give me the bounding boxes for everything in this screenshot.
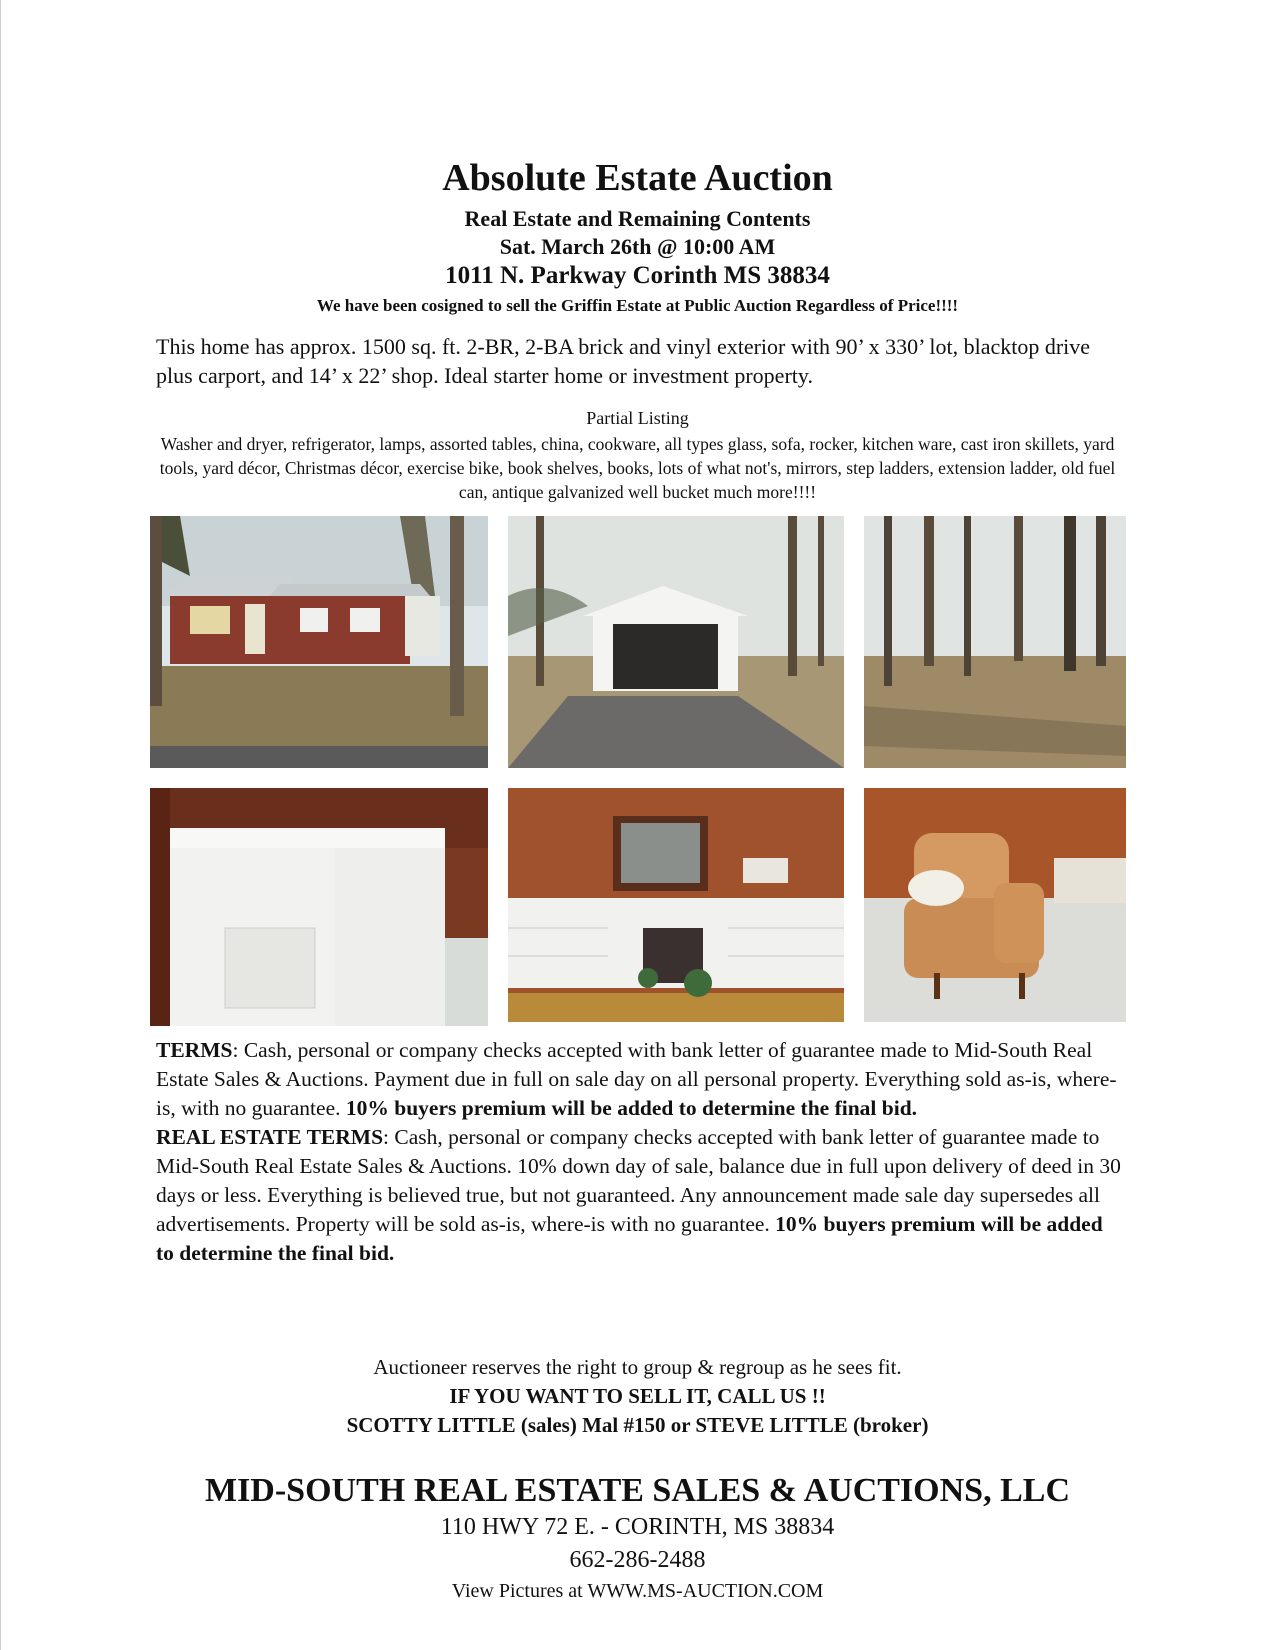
- property-address: 1011 N. Parkway Corinth MS 38834: [445, 262, 830, 289]
- house-photo: [150, 516, 488, 768]
- company-phone: 662-286-2488: [569, 1547, 706, 1573]
- property-description: This home has approx. 1500 sq. ft. 2-BR, 2-BA brick and vinyl exterior with 90’ x 330’ lot, blacktop drive plus carport, and 14’ x 22’ shop. Ideal starter home or investment property.: [156, 334, 1091, 388]
- terms-label: TERMS: [156, 1038, 233, 1062]
- personal-property-terms: [156, 1036, 1124, 1123]
- partial-listing-title: Partial Listing: [586, 408, 689, 428]
- real-estate-terms: [156, 1123, 1124, 1268]
- auction-date-time: Sat. March 26th @ 10:00 AM: [499, 234, 776, 259]
- cosign-line: We have been cosigned to sell the Griffin Estate at Public Auction Regardless of Price!!!!: [316, 296, 959, 315]
- real-estate-terms-label: REAL ESTATE TERMS: [156, 1125, 384, 1149]
- page-title: Absolute Estate Auction: [442, 157, 833, 199]
- contact-names: SCOTTY LITTLE (sales) Mal #150 or STEVE LITTLE (broker): [346, 1413, 929, 1437]
- partial-listing-body: Washer and dryer, refrigerator, lamps, assorted tables, china, cookware, all types glass, sofa, rocker, kitchen ware, cast iron skillets, yard tools, yard décor, Christmas décor, exercise bike, book shelves, books, lots of what not's, mirrors, step ladders, extension ladder, old fuel can, antique galvanized well bucket much more!!!!: [159, 434, 1116, 502]
- wooded-lot-photo: [864, 516, 1126, 768]
- terms-bold: 10% buyers premium will be added to determine the final bid.: [345, 1096, 918, 1120]
- reserve-note: Auctioneer reserves the right to group & regroup as he sees fit.: [373, 1355, 902, 1379]
- real-estate-terms-bold: 10% buyers premium will be added to determine the final bid.: [156, 1212, 1103, 1265]
- shop-photo: [508, 516, 844, 768]
- armchair-photo: [864, 788, 1126, 1022]
- terms-section: [156, 1036, 1124, 1268]
- fireplace-shelves-photo: [508, 788, 844, 1022]
- company-name: MID-SOUTH REAL ESTATE SALES & AUCTIONS, LLC: [204, 1472, 1070, 1509]
- real-estate-terms-text: : Cash, personal or company checks accepted with bank letter of guarantee made to Mid-South Real Estate Sales & Auctions. 10% down day of sale, balance due in full upon delivery of deed in 30 days or less. Everything is believed true, but not guaranteed. Any announcement made sale day supersedes all advertisements. Property will be sold as-is, where-is with no guarantee.: [156, 1125, 1121, 1236]
- washer-dryer-photo: [150, 788, 488, 1026]
- terms-text: : Cash, personal or company checks accepted with bank letter of guarantee made to Mid-South Real Estate Sales & Auctions. Payment due in full on sale day on all personal property. Everything sold as-is, where-is, with no guarantee.: [156, 1038, 1117, 1120]
- call-us-line: IF YOU WANT TO SELL IT, CALL US !!: [449, 1384, 826, 1408]
- company-website: View Pictures at WWW.MS-AUCTION.COM: [451, 1580, 824, 1602]
- company-address: 110 HWY 72 E. - CORINTH, MS 38834: [440, 1514, 835, 1540]
- subtitle: Real Estate and Remaining Contents: [464, 206, 811, 231]
